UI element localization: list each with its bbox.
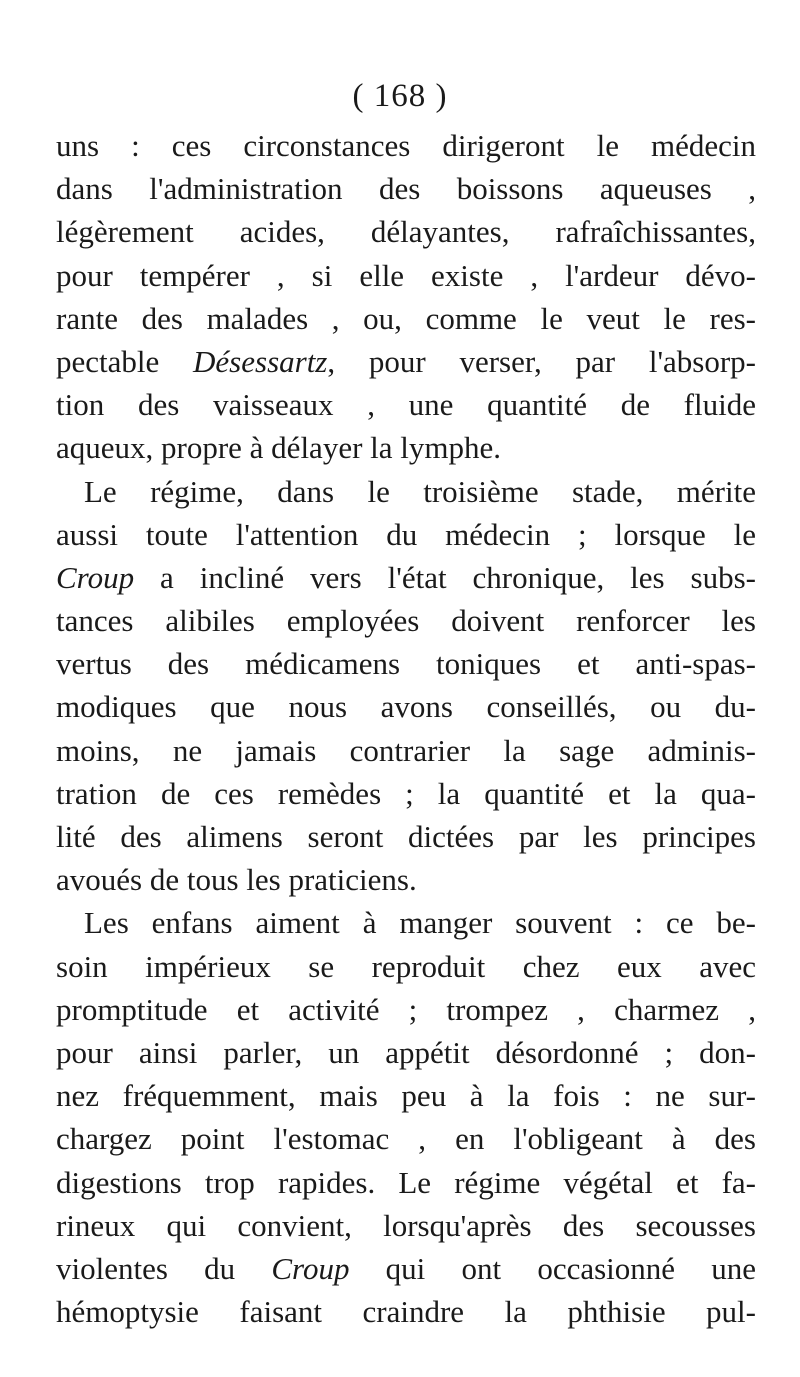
text-line [56,426,756,469]
text-line [56,1290,756,1333]
text-segment: rineux qui convient, lorsqu'après des secousses [56,1207,756,1243]
text-segment: violentes du [56,1250,272,1286]
text-line [56,988,756,1031]
text-segment: Les enfans aiment à manger souvent : ce be- [84,905,756,941]
text-line [56,167,756,210]
text-segment: rante des malades , ou, comme le veut le res- [56,300,756,336]
italic-term: Croup [271,1250,350,1286]
text-segment: digestions trop rapides. Le régime végétal et fa- [56,1164,756,1200]
text-line [56,1074,756,1117]
body-text [56,124,756,1333]
text-line [56,340,756,383]
text-segment: promptitude et activité ; trompez , charmez , [56,991,756,1027]
paragraph [56,470,756,902]
page-number: ( 168 ) [352,78,448,114]
text-line [56,945,756,988]
text-segment: tances alibiles employées doivent renforcer les [56,603,756,639]
text-line [56,513,756,556]
text-segment: modiques que nous avons conseillés, ou du- [56,689,756,725]
text-line [56,1031,756,1074]
text-line [56,210,756,253]
text-segment: avoués de tous les praticiens. [56,862,417,898]
text-segment: uns : ces circonstances dirigeront le médecin [56,128,756,163]
text-line [56,556,756,599]
text-segment: dans l'administration des boissons aqueuses , [56,171,756,207]
text-segment: légèrement acides, délayantes, rafraîchissantes, [56,214,756,250]
text-segment: aussi toute l'attention du médecin ; lorsque le [56,516,756,552]
text-line [56,1247,756,1290]
text-line [56,297,756,340]
text-line [56,1161,756,1204]
text-segment: vertus des médicamens toniques et anti-spas- [56,646,756,682]
text-segment: , pour verser, par l'absorp- [327,343,756,379]
text-line [56,599,756,642]
text-segment: moins, ne jamais contrarier la sage adminis- [56,732,756,768]
text-segment: tration de ces remèdes ; la quantité et la qua- [56,775,756,811]
text-line [56,1117,756,1160]
text-segment: lité des alimens seront dictées par les principes [56,819,756,854]
text-line [56,254,756,297]
text-line [56,772,756,815]
text-segment: chargez point l'estomac , en l'obligeant à des [56,1121,756,1157]
text-segment: hémoptysie faisant craindre la phthisie pul- [56,1294,756,1330]
text-line [56,642,756,685]
text-segment: Le régime, dans le troisième stade, mérite [84,473,756,509]
text-segment: qui ont occasionné une [349,1250,757,1286]
text-line [56,124,756,167]
text-line [56,901,756,944]
paragraph [56,901,756,1333]
text-segment: pour ainsi parler, un appétit désordonné ; don- [56,1034,756,1070]
text-line [56,729,756,772]
text-segment: tion des vaisseaux , une quantité de fluide [56,387,756,423]
text-segment: pour tempérer , si elle existe , l'ardeur dévo- [56,257,756,293]
text-line [56,1204,756,1247]
text-segment: nez fréquemment, mais peu à la fois : ne sur- [56,1078,756,1114]
text-line [56,815,756,858]
text-line [56,470,756,513]
italic-term: Désessartz [193,343,328,379]
text-segment: pectable [56,343,194,379]
text-line [56,685,756,728]
text-segment: a incliné vers l'état chronique, les subs- [134,559,756,595]
text-line [56,383,756,426]
italic-term: Croup [56,559,135,595]
text-line [56,858,756,901]
text-segment: aqueux, propre à délayer la lymphe. [56,430,502,466]
paragraph [56,124,756,470]
text-segment: soin impérieux se reproduit chez eux avec [56,948,756,984]
